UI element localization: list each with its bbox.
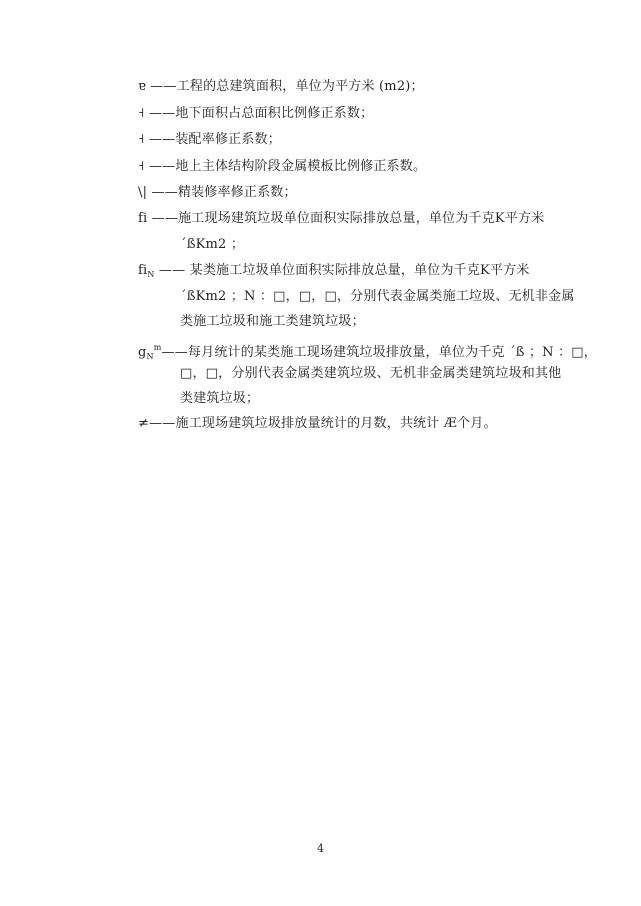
symbol-superscript: m	[153, 343, 162, 352]
definition-text: 类建筑垃圾；	[180, 391, 260, 406]
definition-text: ——每月统计的某类施工现场建筑垃圾排放量，单位为千克 ´ß ；N ：□，	[161, 345, 597, 360]
definition-text: □，□，分别代表金属类建筑垃圾、无机非金属类建筑垃圾和其他	[180, 366, 562, 381]
definition-text: 类施工垃圾和施工类建筑垃圾；	[180, 314, 365, 329]
definition-continuation	[180, 389, 640, 409]
symbol: ɐ	[138, 79, 146, 94]
definition-text: ——施工现场建筑垃圾单位面积实际排放总量，单位为千克K平方米	[147, 211, 545, 226]
symbol-subscript: N	[147, 270, 155, 279]
definition-text: ——精装修率修正系数；	[147, 185, 297, 200]
definition-line-9	[138, 414, 598, 434]
page-number: 4	[317, 842, 324, 855]
definition-line-7	[138, 261, 598, 285]
definition-line-1	[138, 77, 598, 97]
definition-continuation	[180, 312, 640, 332]
definition-text: ´ßKm2 ；	[180, 237, 245, 252]
symbol: \|	[138, 185, 148, 200]
symbol: fi	[138, 211, 148, 226]
definition-text: —— 某类施工垃圾单位面积实际排放总量，单位为千克K平方米	[154, 263, 530, 278]
symbol: ˧	[138, 159, 145, 174]
definition-line-3	[138, 130, 598, 150]
definition-text: ——工程的总建筑面积，单位为平方米 (m2)；	[145, 79, 424, 94]
symbol: g	[138, 345, 147, 360]
symbol: ˧	[138, 106, 145, 121]
symbol: fi	[138, 263, 148, 278]
definition-text: ——地下面积占总面积比例修正系数；	[144, 106, 374, 121]
definition-line-5	[138, 183, 598, 203]
definition-text: ´ßKm2 ；N ：□，□，□，分别代表金属类施工垃圾、无机非金属	[180, 289, 575, 304]
definition-text: ——地上主体结构阶段金属模板比例修正系数。	[144, 159, 427, 174]
definition-line-6	[138, 209, 598, 229]
definition-continuation	[180, 364, 640, 384]
definition-continuation	[180, 235, 640, 255]
symbol: ˧	[138, 132, 145, 147]
definition-line-2	[138, 104, 598, 124]
definition-continuation	[180, 287, 640, 307]
symbol-subscript: N	[146, 352, 154, 361]
symbol: ≠	[138, 416, 150, 431]
definition-line-4	[138, 157, 598, 177]
definition-text: ——施工现场建筑垃圾排放量统计的月数，共统计 Æ个月。	[149, 416, 497, 431]
definition-text: ——装配率修正系数；	[144, 132, 281, 147]
definition-line-8	[138, 338, 598, 367]
